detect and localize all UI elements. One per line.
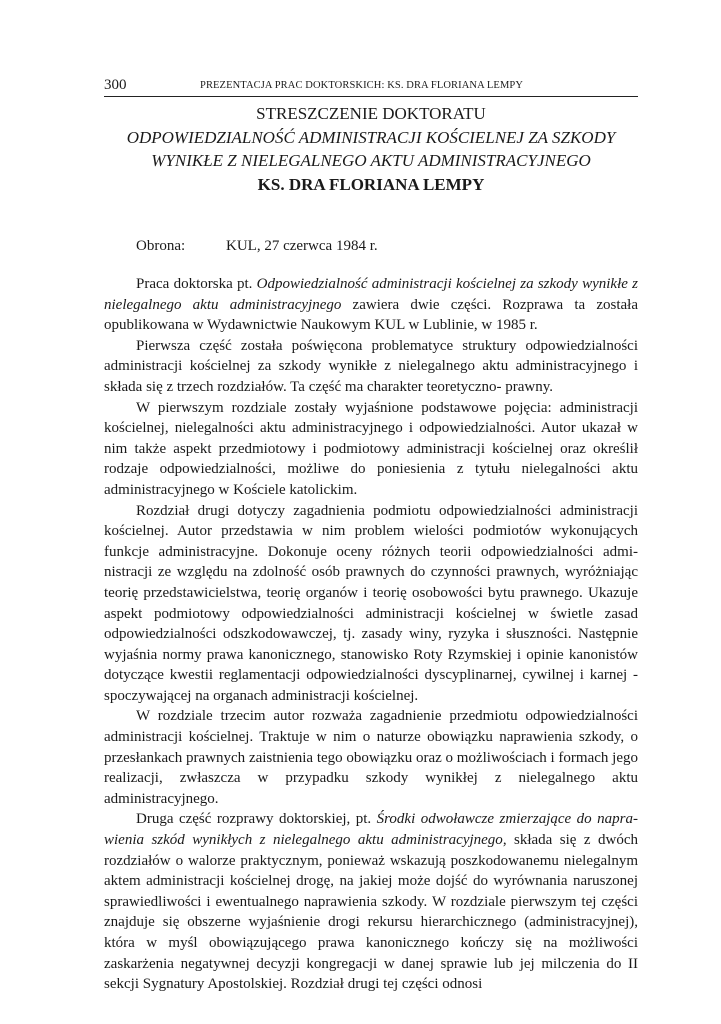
body-text xyxy=(104,274,638,995)
paragraph-6-text-cont: , składa się z dwóch rozdziałów o walorze praktycznym, ponieważ wskazują poszkodowanemu nielegalnym aktem administracji kościelnej drogę, na jakiej może dojść do wyrównania naruszonej sprawiedliwości i ewentualnego naprawienia szkody. W rozdziale pierwszym tej części znajduje się obszerne wyjaśnienie drogi rekursu hierarchicznego (administracyjnej), która w myśl obowiązującego prawa kanonicznego kończy się na możliwości zaskarżenia negatywnej decyzji kongregacji w danej sprawie lub jej milczenia do II sekcji Sygnatury Apostolskiej. Rozdział drugi tej części odnosi xyxy=(104,832,638,993)
title-line-thesis-1: ODPOWIEDZIALNOŚĆ ADMINISTRACJI KOŚCIELNEJ ZA SZKODY xyxy=(126,127,616,147)
title-line-thesis-2: WYNIKŁE Z NIELEGALNEGO AKTU ADMINISTRACYJNEGO xyxy=(151,151,591,171)
paragraph-2: Pierwsza część została poświęcona problematyce struktury odpowiedzialności administracji kościelnej za szkody wynikłe z nielegalnego aktu administracyjnego i składa się z trzech rozdziałów. Ta część ma charakter teoretyczno- prawny. xyxy=(104,337,638,395)
paragraph-6-text: Druga część rozprawy doktorskiej, pt. xyxy=(136,811,377,828)
paragraph-4: Rozdział drugi dotyczy zagadnienia podmiotu odpowiedzialności administracji kościelnej. Autor przedstawia w nim problem wielości podmiotów wykonujących funkcje administracyjne. Dokonuje oceny różnych teorii odpowiedzialności administracji ze względu na zdolność osób prawnych do czynności prawnych, wyróżniając teorię przedstawicielstwa, teorię organów i teorię osobowości bytu prawnego. Ukazuje aspekt podmiotowy odpowiedzialności administracji kościelnej w świetle zasad odpowiedzialności odszkodowawczej, tj. zasady winy, ryzyka i słuszności. Następnie wyjaśnia normy prawa kanonicznego, stanowisko Roty Rzymskiej i opinie kanonistów dotyczące kwestii reglamentacji odpowiedzialności dyscyplinarnej, cywilnej i karnej - spoczywającej na organach administracji kościelnej. xyxy=(104,502,638,704)
page-number: 300 xyxy=(104,77,127,93)
running-header xyxy=(104,76,638,97)
paragraph-6-part-title: Środki odwoławcze zmierzające do naprawienia szkód wynikłych z nielegalnego aktu administracyjnego xyxy=(104,811,638,849)
paragraph-1-text: Praca doktorska pt. xyxy=(136,276,257,292)
paragraph-1-thesis-title: Odpowiedzialność administracji kościelnej za szkody wynikłe z nielegalnego aktu administracyjnego xyxy=(104,276,639,313)
defense-info xyxy=(136,236,378,256)
paragraph-3: W pierwszym rozdziale zostały wyjaśnione podstawowe pojęcia: administracji kościelnej, nielegalności aktu administracyjnego i odpowiedzialności. Autor ukazał w nim także aspekt przedmiotowy i podmiotowy administracji kościelnej oraz określił rodzaje odpowiedzialności, możliwe do poniesienia z tytułu nielegalności aktu administracyjnego w Kościele katolickim. xyxy=(104,399,638,498)
title-line-summary: STRESZCZENIE DOKTORATU xyxy=(256,104,486,123)
paragraph-6 xyxy=(104,809,638,994)
title-block xyxy=(104,102,638,196)
defense-label: Obrona: xyxy=(136,238,186,254)
paragraph-1 xyxy=(104,274,638,336)
defense-value: KUL, 27 czerwca 1984 r. xyxy=(226,238,378,254)
title-line-author: KS. DRA FLORIANA LEMPY xyxy=(257,174,485,194)
paragraph-1-text-cont: zawiera dwie części. Rozprawa ta została opublikowana w Wydawnictwie Naukowym KUL w Lublinie, w 1985 r. xyxy=(104,296,639,334)
paragraph-5: W rozdziale trzecim autor rozważa zagadnienie przedmiotu odpowiedzialności administracji kościelnej. Traktuje w nim o naturze obowiązku naprawienia szkody, o przesłankach prawnych zaistnienia tego obowiązku oraz o możliwościach i formach jego realizacji, zwłaszcza w przypadku szkody wynikłej z nielegalnego aktu administracyjnego. xyxy=(104,708,638,807)
running-title: PREZENTACJA PRAC DOKTORSKICH: KS. DRA FLORIANA LEMPY xyxy=(200,80,524,91)
